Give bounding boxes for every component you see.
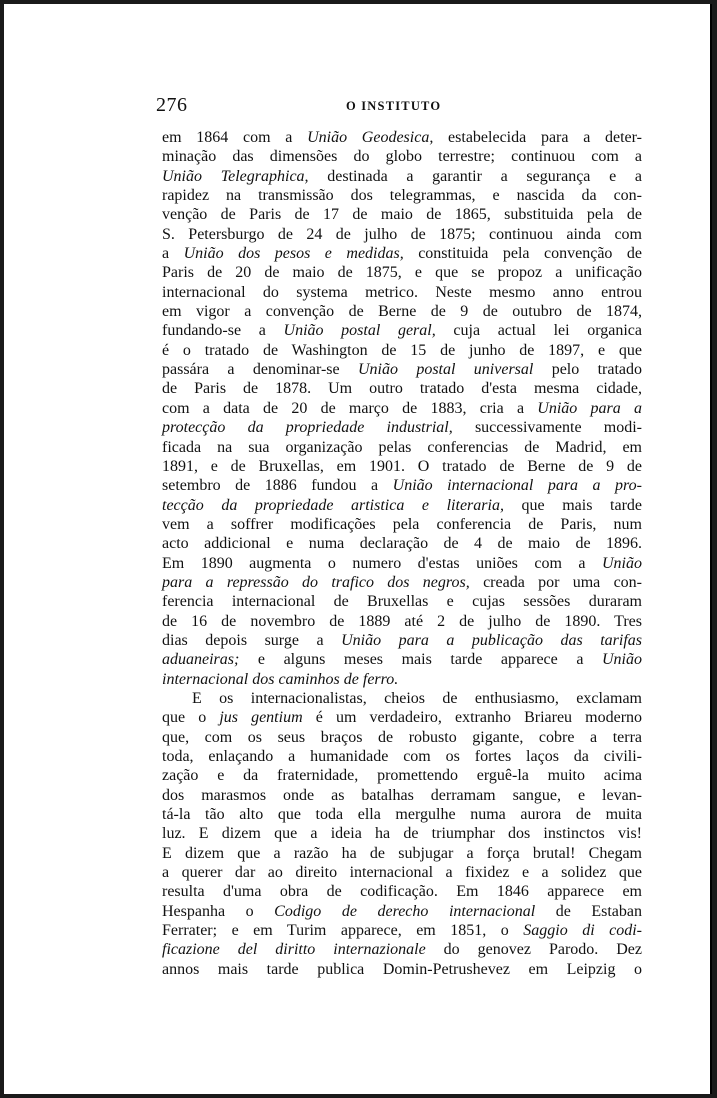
italic-text: União	[602, 554, 642, 572]
text-span: é o tratado de Washington de 15 de junho de 1897, e que	[162, 341, 642, 359]
text-line	[162, 457, 642, 476]
text-span: constituida pela convenção de	[403, 245, 642, 263]
text-line	[162, 689, 642, 708]
text-span: successivamente modi-	[452, 419, 643, 437]
text-line	[162, 418, 642, 437]
text-line	[162, 708, 642, 727]
text-line	[162, 341, 642, 360]
text-span: cuja actual lei organica	[435, 322, 643, 340]
text-span: setembro de 1886 fundou a	[162, 477, 393, 495]
italic-text: Codigo de derecho internacional	[274, 902, 536, 920]
text-span: que o	[162, 709, 220, 727]
text-line	[162, 379, 642, 398]
text-span: minação das dimensões do globo terrestre; continuou com a	[162, 148, 642, 166]
italic-text: União postal geral,	[283, 322, 436, 340]
text-line	[162, 476, 642, 495]
book-page	[4, 4, 712, 1094]
text-span: ferencia internacional de Bruxellas e cujas sessões duraram	[162, 593, 642, 611]
text-span: venção de Paris de 17 de maio de 1865, substituida pela de	[162, 206, 642, 224]
italic-text: União para a publicação das tarifas	[341, 631, 642, 649]
text-span: estabelecida para a deter-	[433, 129, 642, 146]
italic-text: para a repressão do trafico dos negros,	[162, 573, 470, 591]
text-span: e alguns meses mais tarde apparece a	[239, 651, 602, 669]
text-span: creada por uma con-	[469, 573, 643, 591]
running-head: O INSTITUTO	[346, 99, 442, 113]
text-span: dos marasmos onde as batalhas derramam sangue, e levan-	[162, 786, 642, 804]
text-line	[162, 766, 642, 785]
text-span: a querer dar ao direito internacional a fixidez e a solidez que	[162, 864, 642, 882]
text-span: ficada na sua organização pelas conferencias de Madrid, em	[162, 438, 642, 456]
text-span: E os internacionalistas, cheios de enthusiasmo, exclamam	[192, 689, 642, 707]
italic-text: ficazione del diritto internazionale	[162, 941, 426, 959]
text-span: que mais tarde	[503, 496, 643, 514]
text-span: resulta d'uma obra de codificação. Em 1846 apparece em	[162, 883, 642, 901]
text-line	[162, 824, 642, 843]
text-span: Hespanha o	[162, 902, 275, 920]
italic-text: jus gentium	[219, 709, 303, 727]
text-line	[162, 399, 642, 418]
italic-text: União Telegraphica,	[162, 167, 309, 185]
text-span: Ferrater; e em Turim apparece, em 1851, o	[162, 922, 524, 940]
text-span: com a data de 20 de março de 1883, cria a	[162, 399, 538, 417]
text-line	[162, 244, 642, 263]
text-span: internacional do systema metrico. Neste mesmo anno entrou	[162, 283, 642, 301]
text-line	[162, 612, 642, 631]
text-line	[162, 147, 642, 166]
text-line	[162, 805, 642, 824]
text-span: de Estaban	[535, 902, 643, 920]
text-line	[162, 186, 642, 205]
page-number: 276	[156, 94, 188, 116]
text-line	[162, 670, 642, 689]
italic-text: União postal universal	[357, 361, 534, 379]
text-line	[162, 263, 642, 282]
text-span: Paris de 20 de maio de 1875, e que se propoz a unificação	[162, 264, 642, 282]
text-span: a	[162, 245, 184, 263]
text-span: rapidez na transmissão dos telegrammas, e nascida da con-	[162, 187, 642, 205]
text-span: em vigor a convenção de Berne de 9 de outubro de 1874,	[162, 303, 642, 321]
text-span: é um verdadeiro, extranho Briareu moderno	[302, 709, 643, 727]
text-line	[162, 225, 642, 244]
text-span: de Paris de 1878. Um outro tratado d'esta mesma cidade,	[162, 380, 642, 398]
italic-text: União dos pesos e medidas,	[183, 245, 404, 263]
text-line	[162, 515, 642, 534]
text-span: pelo tratado	[533, 361, 642, 379]
text-line	[162, 205, 642, 224]
page-header	[156, 94, 644, 120]
text-line	[162, 786, 642, 805]
text-line	[162, 863, 642, 882]
text-span: zação e da fraternidade, promettendo erguê-la muito acima	[162, 767, 642, 785]
text-line	[162, 283, 642, 302]
text-line	[162, 534, 642, 553]
text-line	[162, 128, 642, 147]
text-span: 1891, e de Bruxellas, em 1901. O tratado de Berne de 9 de	[162, 457, 642, 475]
text-line	[162, 728, 642, 747]
text-span: toda, enlaçando a humanidade com os fortes laços da civili-	[162, 748, 642, 765]
text-line	[162, 960, 642, 979]
text-line	[162, 360, 642, 379]
text-span: de 16 de novembro de 1889 até 2 de julho de 1890. Tres	[162, 612, 642, 630]
text-span: destinada a garantir a segurança e a	[308, 167, 642, 185]
italic-text: protecção da propriedade industrial,	[162, 419, 453, 437]
italic-text: União	[602, 651, 642, 669]
text-line	[162, 650, 642, 669]
body-text	[162, 128, 642, 979]
italic-text: União para a	[537, 399, 643, 417]
text-line	[162, 496, 642, 515]
text-span: E dizem que a razão ha de subjugar a força brutal! Chegam	[162, 844, 642, 862]
text-span: Em 1890 augmenta o numero d'estas uniões com a	[162, 554, 602, 572]
italic-text: União Geodesica,	[307, 129, 434, 146]
text-line	[162, 438, 642, 457]
text-span: fundando-se a	[162, 322, 284, 340]
text-line	[162, 882, 642, 901]
text-line	[162, 902, 642, 921]
text-span: vem a soffrer modificações pela conferencia de Paris, num	[162, 515, 642, 533]
text-span: luz. E dizem que a ideia ha de triumphar dos instinctos vis!	[162, 825, 642, 843]
text-line	[162, 592, 642, 611]
text-line	[162, 573, 642, 592]
text-line	[162, 921, 642, 940]
text-span: em 1864 com a	[162, 129, 308, 146]
italic-text: internacional dos caminhos de ferro.	[162, 670, 399, 688]
text-line	[162, 554, 642, 573]
text-span: acto addicional e numa declaração de 4 de maio de 1896.	[162, 535, 642, 553]
italic-text: tecção da propriedade artistica e literaria,	[162, 496, 504, 514]
italic-text: União internacional para a pro-	[392, 477, 642, 495]
text-span: que, com os seus braços de robusto gigante, cobre a terra	[162, 728, 642, 746]
text-line	[162, 747, 642, 766]
text-line	[162, 844, 642, 863]
text-span: S. Petersburgo de 24 de julho de 1875; continuou ainda com	[162, 225, 642, 243]
text-span: tá-la tão alto que toda ella mergulhe numa aurora de muita	[162, 806, 642, 824]
text-span: do genovez Parodo. Dez	[425, 941, 643, 959]
text-span: annos mais tarde publica Domin-Petrushevez em Leipzig o	[162, 960, 642, 978]
italic-text: aduaneiras;	[162, 651, 240, 669]
text-line	[162, 321, 642, 340]
italic-text: Saggio di codi-	[523, 922, 643, 940]
text-line	[162, 302, 642, 321]
text-line	[162, 631, 642, 650]
text-line	[162, 940, 642, 959]
text-span: passára a denominar-se	[162, 361, 358, 379]
text-line	[162, 167, 642, 186]
text-span: dias depois surge a	[162, 631, 342, 649]
